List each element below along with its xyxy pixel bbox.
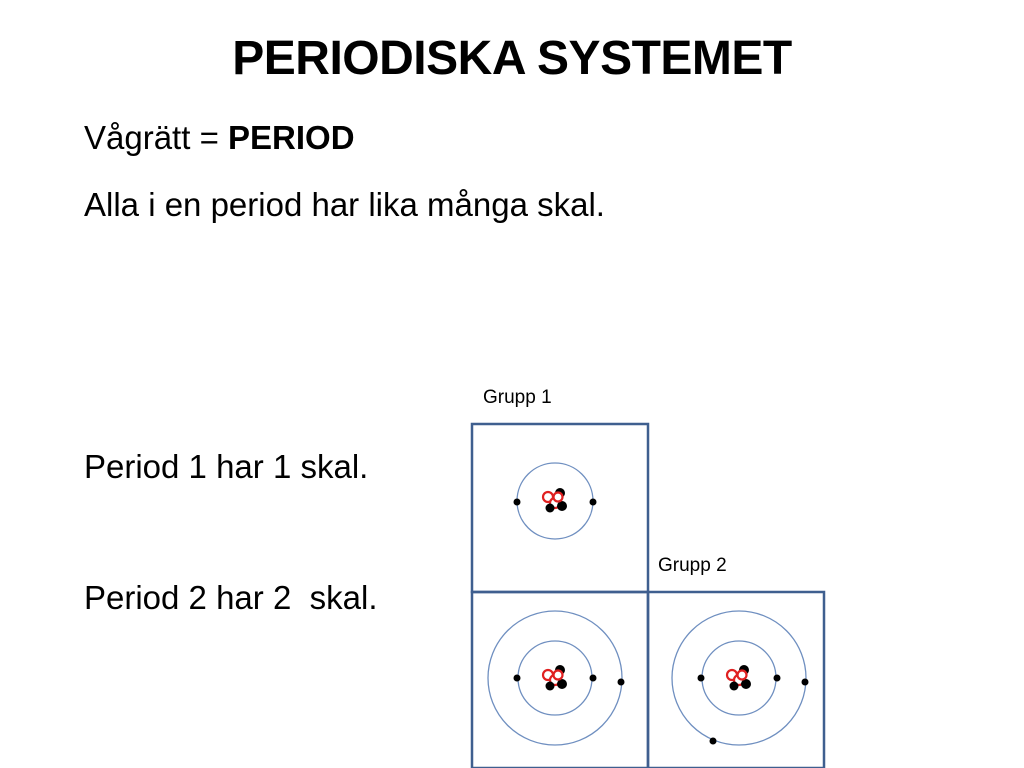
electron xyxy=(618,679,625,686)
electron xyxy=(514,499,521,506)
shells-statement: Alla i en period har lika många skal. xyxy=(84,186,605,223)
electron xyxy=(514,675,521,682)
period1-statement: Period 1 har 1 skal. xyxy=(84,448,369,485)
atom-period2-group1 xyxy=(488,611,625,745)
atom-diagram xyxy=(460,410,840,768)
group2-label: Grupp 2 xyxy=(658,555,727,576)
atom-period2-group2 xyxy=(672,611,809,745)
nucleus xyxy=(543,665,567,691)
group1-label: Grupp 1 xyxy=(483,387,552,408)
slide-title: PERIODISKA SYSTEMET xyxy=(232,32,792,85)
period-term: PERIOD xyxy=(228,119,355,156)
atom-period1-group1 xyxy=(505,463,605,539)
electron xyxy=(802,679,809,686)
nucleus xyxy=(543,488,567,513)
electron xyxy=(710,738,717,745)
horizontal-definition xyxy=(84,118,355,158)
electron xyxy=(698,675,705,682)
period2-statement: Period 2 har 2 skal. xyxy=(84,579,378,616)
electron xyxy=(590,675,597,682)
electron xyxy=(774,675,781,682)
electron xyxy=(590,499,597,506)
horizontal-prefix: Vågrätt = xyxy=(84,119,229,156)
nucleus xyxy=(727,665,751,691)
